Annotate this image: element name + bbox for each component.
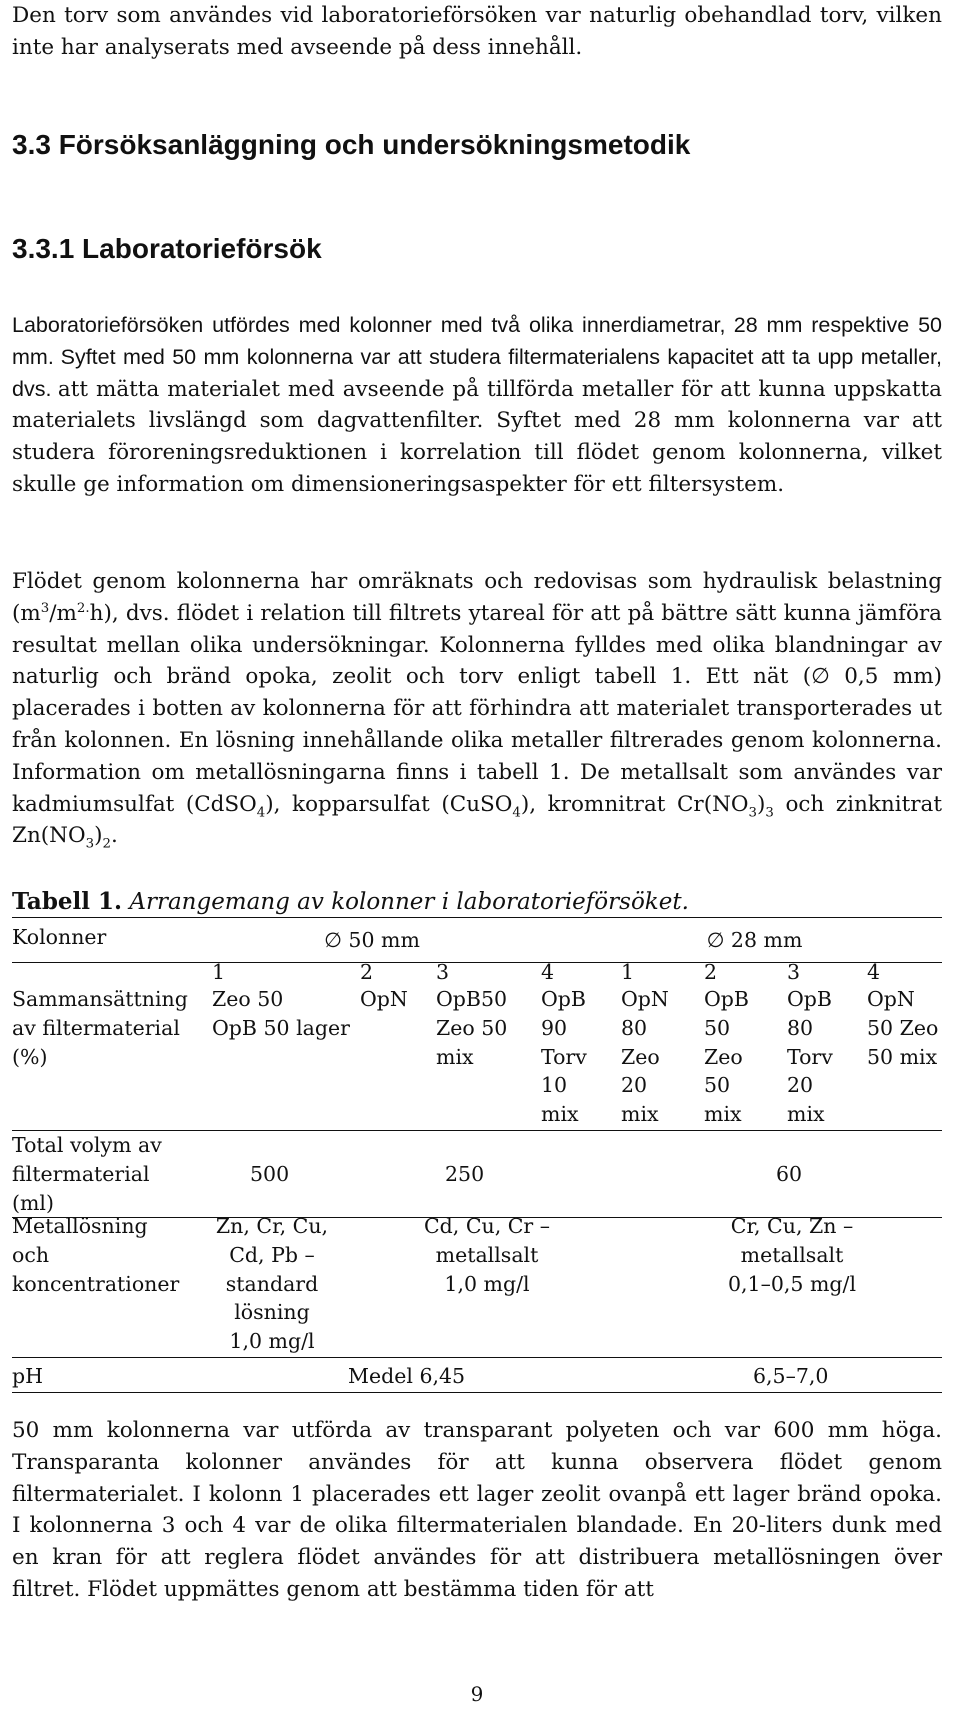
arrangement-table [12, 917, 942, 1393]
page-number: 9 [470, 1682, 484, 1706]
cell-line: Zeo [704, 1044, 743, 1069]
comp-cell-50-2 [360, 985, 408, 1014]
table-group-28mm: ∅ 28 mm [706, 928, 803, 952]
table-caption-label: Tabell 1. [12, 888, 123, 915]
cell-line: 50 Zeo [867, 1015, 939, 1040]
paragraph-methods-sizes: 28 mm respektive 50 mm. [12, 313, 943, 369]
metal-cell-salt-1 [407, 1212, 567, 1298]
ph-cell-50mm: Medel 6,45 [348, 1364, 466, 1388]
table-col-number: 4 [867, 960, 881, 984]
cell-line: mix [787, 1102, 825, 1127]
cell-line: Torv [787, 1044, 833, 1069]
table-caption-text: Arrangemang av kolonner i laboratorieförsöket. [129, 889, 689, 915]
cell-line: mix [704, 1102, 742, 1127]
table-rule-metal [12, 1357, 942, 1358]
paragraph-methods-rest: att mätta materialet med avseende på tillförda metaller för att kunna uppskatta materialets livslängd som dagvattenfilter. Syftet med 28 mm kolonnerna var att studera föroreningsreduktionen i korrelation till flödet genom kolonnerna, vilket skulle ge information om dimensioneringsaspekter för ett filtersystem. [12, 376, 942, 497]
comp-cell-28-4 [867, 985, 938, 1071]
subscript: 4 [256, 804, 266, 820]
subsection-heading: 3.3.1 Laboratorieförsök [12, 233, 322, 264]
row-label-line: koncentrationer [12, 1271, 180, 1296]
cell-line: Torv [541, 1044, 587, 1069]
row-label-line: Sammansättning [12, 987, 188, 1011]
subscript: 3 [765, 804, 774, 820]
text-run: h), dvs. flödet i relation till filtrets ytareal för att på bättre sätt kunna jämföra resultat mellan olika undersökningar. Kolonnerna fylldes med olika blandningar av naturlig och bränd opoka, zeolit och torv enligt tabell 1. Ett nät ( [12, 600, 942, 690]
cell-line: OpN [621, 987, 669, 1011]
paragraph-methods-lead: Laboratorieförsöken utfördes med kolonner med två olika innerdiametrar, [12, 313, 726, 337]
text-run: ) [757, 791, 766, 817]
cell-line: 1,0 mg/l [444, 1271, 530, 1296]
cell-line: mix [541, 1102, 579, 1127]
cell-line: OpB [704, 987, 749, 1011]
cell-line: 80 [621, 1015, 648, 1040]
text-run: ), kopparsulfat (CuSO [265, 791, 513, 817]
subscript: 2 [102, 836, 111, 852]
comp-cell-28-3 [787, 985, 833, 1129]
metal-cell-standard [202, 1212, 342, 1356]
text-run: . [110, 823, 118, 849]
table-col-header: Kolonner [12, 925, 107, 949]
cell-line: Zeo 50 [212, 987, 284, 1011]
table-col-number: 1 [621, 960, 635, 984]
cell-line: 50 mix [867, 1044, 938, 1069]
cell-line: OpB50 [436, 987, 508, 1011]
cell-line: OpN [360, 987, 408, 1011]
row-label-composition [12, 985, 188, 1071]
row-label-line: av filtermaterial [12, 1015, 180, 1040]
cell-line: 50 [704, 1073, 731, 1098]
table-col-number: 1 [212, 960, 226, 984]
superscript: 2. [76, 600, 90, 616]
cell-line: OpB [787, 987, 832, 1011]
superscript: 3 [40, 600, 50, 616]
row-label-line: Metallösning [12, 1214, 148, 1238]
subscript: 3 [85, 836, 95, 852]
ph-cell-28mm: 6,5–7,0 [753, 1364, 829, 1388]
cell-line: OpB [541, 987, 586, 1011]
cell-line: Cd, Cu, Cr – [423, 1214, 550, 1238]
table-rule-top [12, 917, 942, 918]
comp-cell-28-1 [621, 985, 669, 1129]
cell-line: 0,1–0,5 mg/l [728, 1271, 856, 1296]
text-run: ) [94, 823, 103, 849]
cell-line: mix [621, 1102, 659, 1127]
cell-line: Zn, Cr, Cu, [215, 1214, 329, 1238]
section-heading: 3.3 Försöksanläggning och undersökningsmetodik [12, 129, 691, 160]
cell-line: Cr, Cu, Zn – [730, 1214, 854, 1238]
cell-line: 80 [787, 1015, 814, 1040]
row-label-line: (%) [12, 1044, 48, 1069]
table-rule-header [12, 962, 942, 963]
row-label-line: Total volym av [12, 1133, 162, 1157]
paragraph-methods-purpose: Syftet med 50 mm kolonnerna var att studera filtermaterialens kapacitet att ta upp metaller, dvs. [12, 344, 942, 401]
intro-paragraph: Den torv som användes vid laboratorieförsöken var naturlig obehandlad torv, vilken inte har analyserats med avseende på dess innehåll. [12, 3, 942, 60]
table-col-number: 2 [704, 960, 718, 984]
table-col-number: 4 [541, 960, 555, 984]
cell-line: standard [225, 1271, 319, 1296]
cell-line: OpB 50 lager [212, 1015, 350, 1040]
comp-cell-50-1 [212, 985, 350, 1043]
table-caption [12, 886, 689, 918]
text-run: /m [49, 600, 77, 626]
comp-cell-28-2 [704, 985, 749, 1129]
cell-line: Zeo 50 [436, 1015, 508, 1040]
cell-line: OpN [867, 987, 915, 1011]
table-col-number: 3 [436, 960, 450, 984]
text-run: och zinknitrat Zn(NO [12, 791, 943, 849]
row-label-line: och [12, 1242, 50, 1267]
table-group-50mm: ∅ 50 mm [324, 928, 420, 952]
subscript: 4 [512, 804, 521, 820]
text-run: ), kromnitrat Cr(NO [520, 791, 749, 817]
row-label-line: (ml) [12, 1190, 54, 1215]
comp-cell-50-4 [541, 985, 587, 1129]
cell-line: metallsalt [435, 1242, 539, 1267]
paragraph-columns: 50 mm kolonnerna var utförda av transparant polyeten och var 600 mm höga. Transparanta kolonner användes för att kunna observera flödet genom filtermaterialet. I kolonn 1 placerades ett lager zeolit ovanpå ett lager bränd opoka. I kolonnerna 3 och 4 var de olika filtermaterialen blandade. En 20-liters dunk med en kran för att reglera flödet användes för att distribuera metallösningen över filtret. Flödet uppmättes genom att bestämma tiden för att [12, 1418, 942, 1602]
cell-line: Zeo [621, 1044, 660, 1069]
cell-line: 1,0 mg/l [229, 1329, 315, 1354]
cell-line: metallsalt [740, 1242, 844, 1267]
row-label-line: filtermaterial [12, 1161, 150, 1186]
subscript: 3 [748, 804, 758, 820]
cell-line: 10 [541, 1073, 568, 1098]
paragraph-methods [12, 310, 942, 501]
cell-line: 20 [787, 1073, 814, 1098]
cell-line: 90 [541, 1015, 568, 1040]
metal-cell-salt-2 [702, 1212, 882, 1298]
diameter-symbol: ∅ [811, 664, 830, 690]
row-label-ph: pH [12, 1364, 44, 1388]
cell-line: Cd, Pb – [229, 1242, 315, 1267]
paragraph-flow [12, 566, 942, 852]
cell-line: 20 [621, 1073, 648, 1098]
cell-line: lösning [234, 1300, 310, 1325]
table-col-number: 3 [787, 960, 801, 984]
row-label-volume [12, 1131, 162, 1217]
row-label-metal [12, 1212, 179, 1298]
text-run: Flödet genom kolonnerna har omräknats och redovisas som hydraulisk belastning (m [12, 569, 942, 626]
volume-cell-500: 500 [250, 1162, 290, 1186]
volume-cell-60: 60 [776, 1162, 803, 1186]
table-rule-bottom [12, 1392, 942, 1393]
text-run: 0,5 mm) placerades i botten av kolonnerna för att förhindra att materialet transporterades ut från kolonnen. En lösning innehållande olika metaller filtrerades genom kolonnerna. Information om metallösningarna finns i tabell 1. De metallsalt som användes var kadmiumsulfat (CdSO [12, 664, 942, 817]
table-col-number: 2 [360, 960, 374, 984]
cell-line: 50 [704, 1015, 731, 1040]
volume-cell-250: 250 [445, 1162, 485, 1186]
comp-cell-50-3 [436, 985, 507, 1071]
cell-line: mix [436, 1044, 474, 1069]
